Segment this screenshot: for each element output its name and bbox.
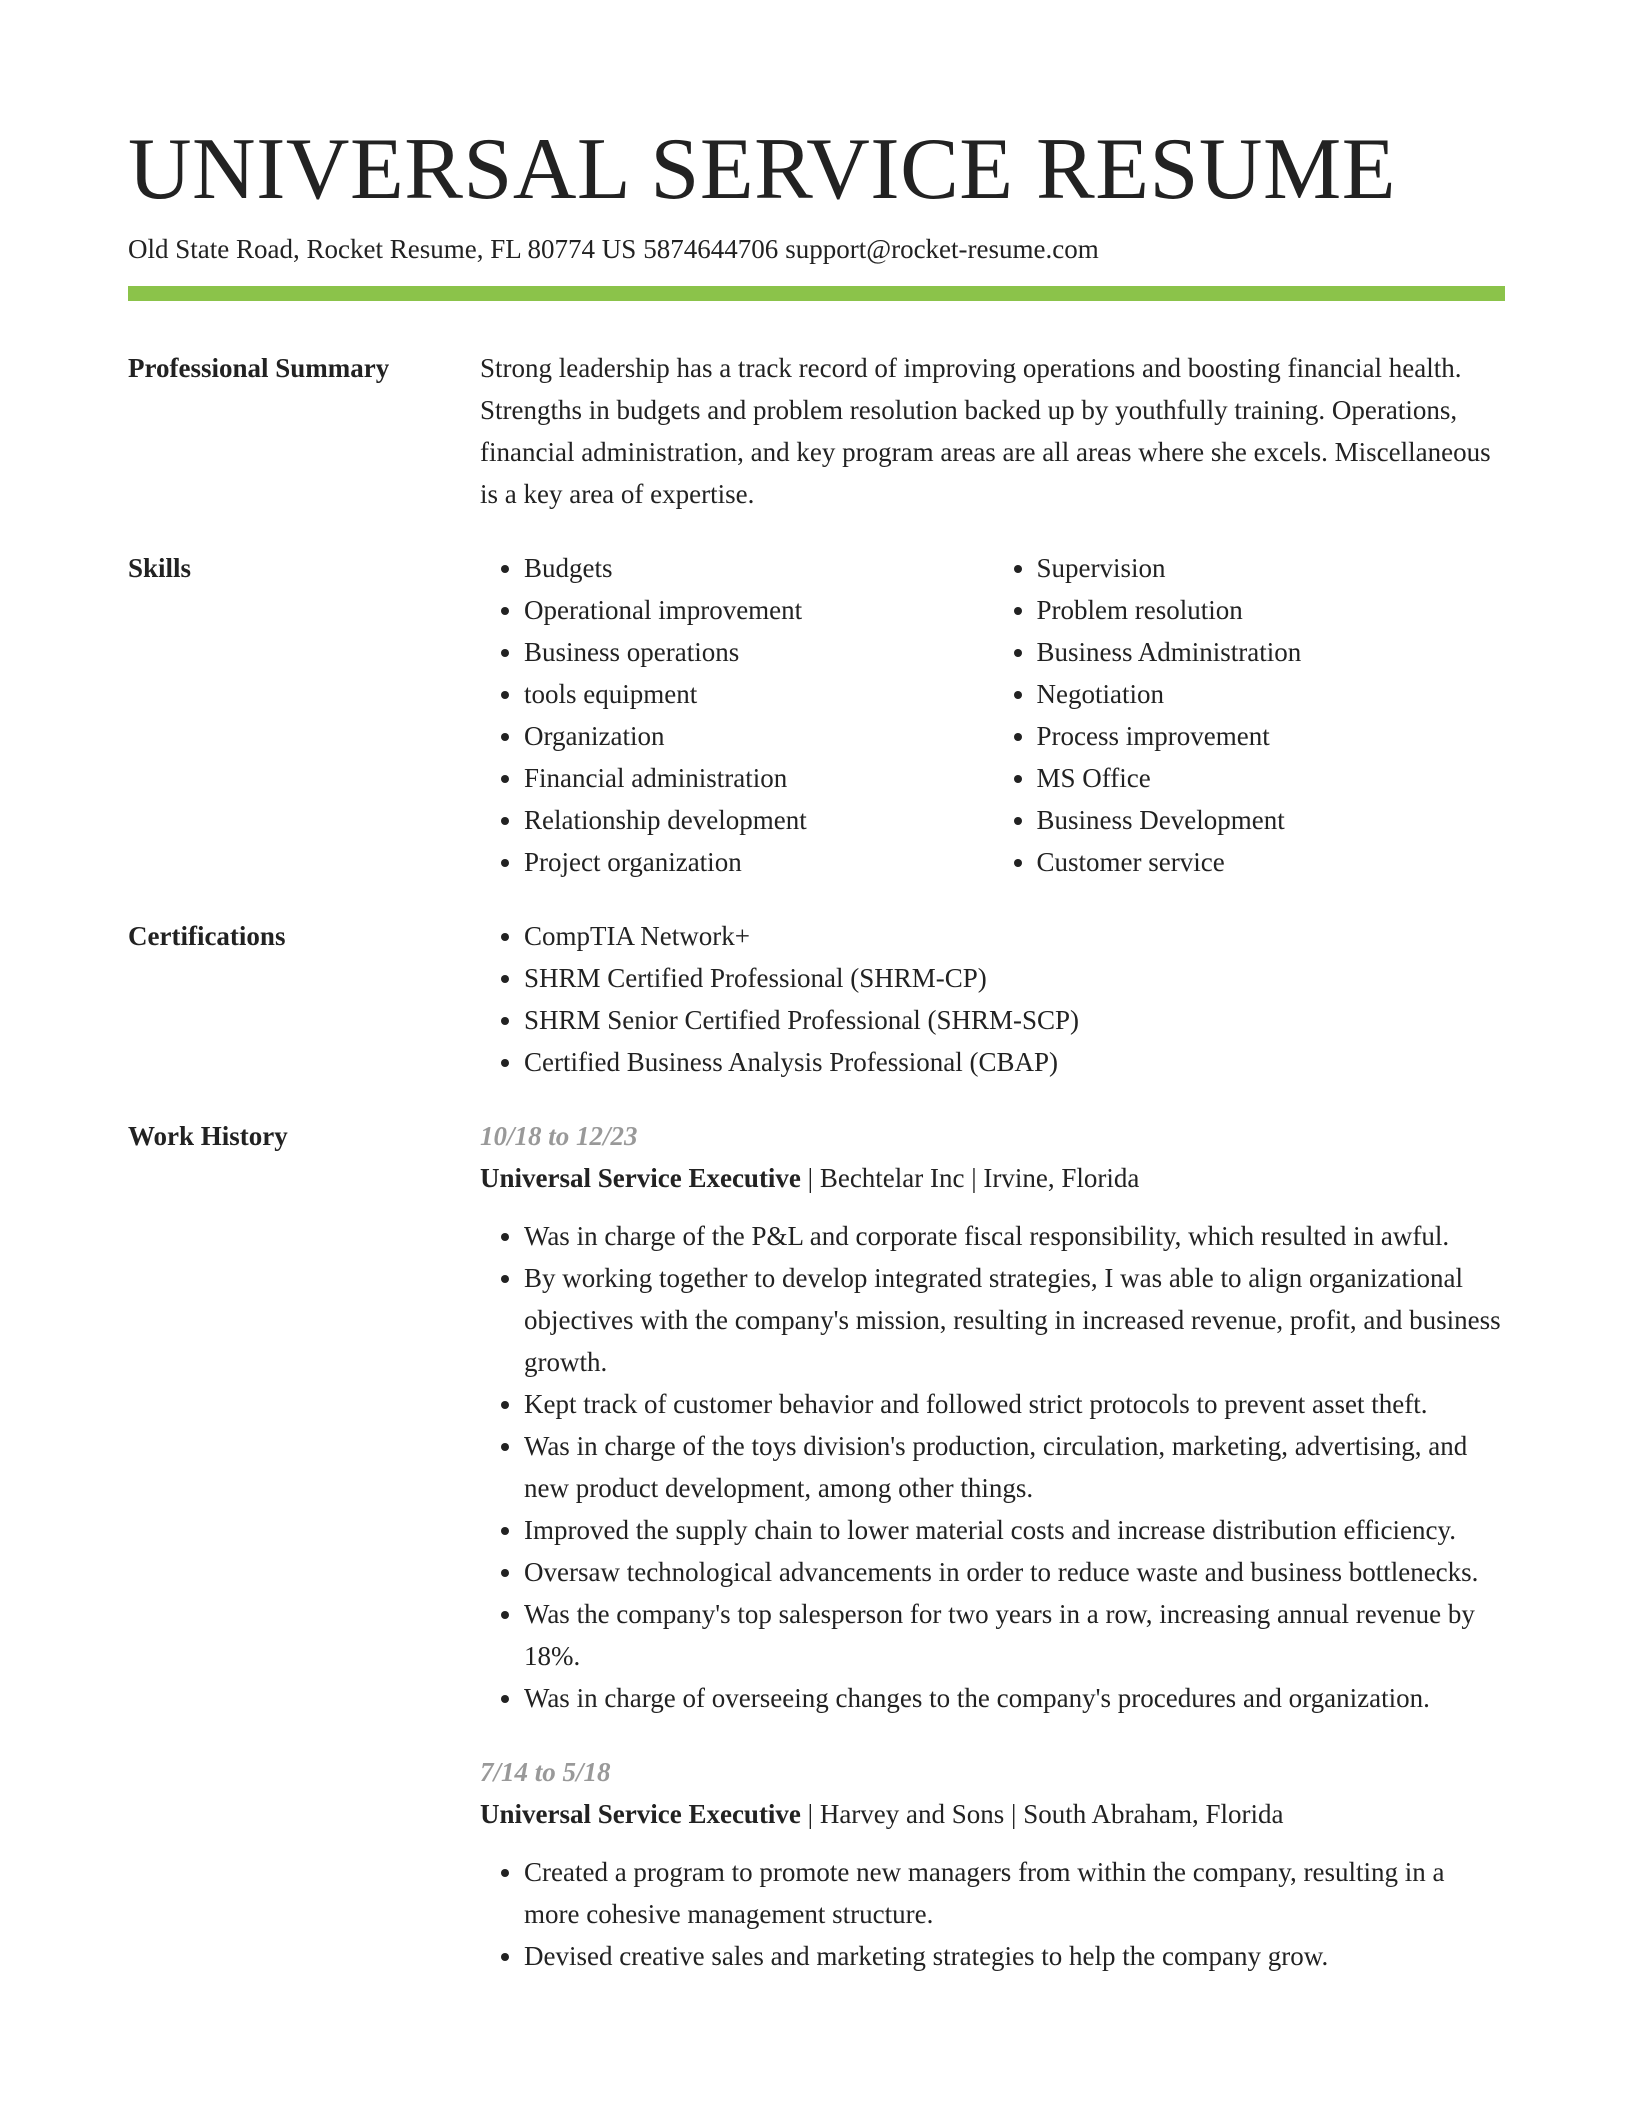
job-bullet: • By working together to develop integrated strategies, I was able to align organizational objectives with the company's mission, resulting in increased revenue, profit, and business growth. (524, 1257, 1505, 1383)
job-title: Universal Service Executive (480, 1799, 801, 1829)
certification-item: • SHRM Certified Professional (SHRM-CP) (524, 957, 1505, 999)
certification-item: • SHRM Senior Certified Professional (SHRM-SCP) (524, 999, 1505, 1041)
skill-item: • MS Office (1037, 757, 1506, 799)
job-bullet: • Was in charge of the P&L and corporate fiscal responsibility, which resulted in awful. (524, 1215, 1505, 1257)
contact-line (128, 232, 1106, 266)
job-dates: 10/18 to 12/23 (480, 1121, 638, 1151)
certifications-body (480, 915, 1505, 1083)
skill-item: • Business Development (1037, 799, 1506, 841)
contact-address: Old State Road, Rocket Resume, FL 80774 US (128, 234, 637, 264)
job-bullet: • Devised creative sales and marketing strategies to help the company grow. (524, 1935, 1505, 1977)
skill-item: • Operational improvement (524, 589, 993, 631)
job-separator: | (807, 1799, 814, 1829)
job-location: Irvine, Florida (983, 1163, 1140, 1193)
skill-item: • Business Administration (1037, 631, 1506, 673)
summary-body (480, 347, 1505, 515)
skills-list-right (993, 547, 1506, 883)
summary-text: Strong leadership has a track record of improving operations and boosting financial health. Strengths in budgets and problem resolution backed up by youthfully training. Operations, financial administration, and key program areas are all areas where she excels. Miscellaneous is a key area of expertise. (480, 353, 1491, 509)
certifications-label: Certifications (128, 921, 286, 951)
job-bullet: • Was in charge of overseeing changes to the company's procedures and organization. (524, 1677, 1505, 1719)
skills-body (480, 547, 1505, 883)
job-bullet: • Created a program to promote new managers from within the company, resulting in a more cohesive management structure. (524, 1851, 1505, 1935)
skill-item: • Supervision (1037, 547, 1506, 589)
job-title: Universal Service Executive (480, 1163, 801, 1193)
job-bullet: • Oversaw technological advancements in order to reduce waste and business bottlenecks. (524, 1551, 1505, 1593)
job-entry (480, 1115, 1505, 1719)
skills-label: Skills (128, 553, 192, 583)
skill-item: • tools equipment (524, 673, 993, 715)
job-bullet: • Kept track of customer behavior and followed strict protocols to prevent asset theft. (524, 1383, 1505, 1425)
job-bullets (480, 1851, 1505, 1977)
job-heading (480, 1157, 1505, 1199)
work-history-label: Work History (128, 1121, 288, 1151)
job-location: South Abraham, Florida (1023, 1799, 1284, 1829)
skill-item: • Organization (524, 715, 993, 757)
skill-item: • Customer service (1037, 841, 1506, 883)
summary-label: Professional Summary (128, 353, 390, 383)
job-separator: | (971, 1163, 977, 1193)
work-history-body (480, 1115, 1505, 1977)
certification-item: • CompTIA Network+ (524, 915, 1505, 957)
job-bullet: • Improved the supply chain to lower material costs and increase distribution efficiency. (524, 1509, 1505, 1551)
skill-item: • Process improvement (1037, 715, 1506, 757)
job-separator: | (807, 1163, 814, 1193)
job-bullet: • Was in charge of the toys division's production, circulation, marketing, advertising, and new product development, among other things. (524, 1425, 1505, 1509)
skill-item: • Problem resolution (1037, 589, 1506, 631)
header-divider (128, 286, 1505, 301)
job-company: Bechtelar Inc (819, 1163, 965, 1193)
skill-item: • Financial administration (524, 757, 993, 799)
job-heading (480, 1793, 1505, 1835)
contact-phone: 5874644706 (643, 234, 779, 264)
job-bullet: • Was the company's top salesperson for two years in a row, increasing annual revenue by 18%. (524, 1593, 1505, 1677)
skill-item: • Project organization (524, 841, 993, 883)
job-dates: 7/14 to 5/18 (480, 1757, 611, 1787)
skill-item: • Budgets (524, 547, 993, 589)
skill-item: • Negotiation (1037, 673, 1506, 715)
certifications-list (480, 915, 1505, 1083)
skill-item: • Relationship development (524, 799, 993, 841)
certification-item: • Certified Business Analysis Professional (CBAP) (524, 1041, 1505, 1083)
skills-list-left (480, 547, 993, 883)
skill-item: • Business operations (524, 631, 993, 673)
job-bullets (480, 1215, 1505, 1719)
resume-name: UNIVERSAL SERVICE RESUME (128, 121, 1396, 218)
contact-email: support@rocket-resume.com (785, 234, 1099, 264)
job-company: Harvey and Sons (819, 1799, 1005, 1829)
job-entry (480, 1751, 1505, 1977)
job-separator: | (1011, 1799, 1017, 1829)
